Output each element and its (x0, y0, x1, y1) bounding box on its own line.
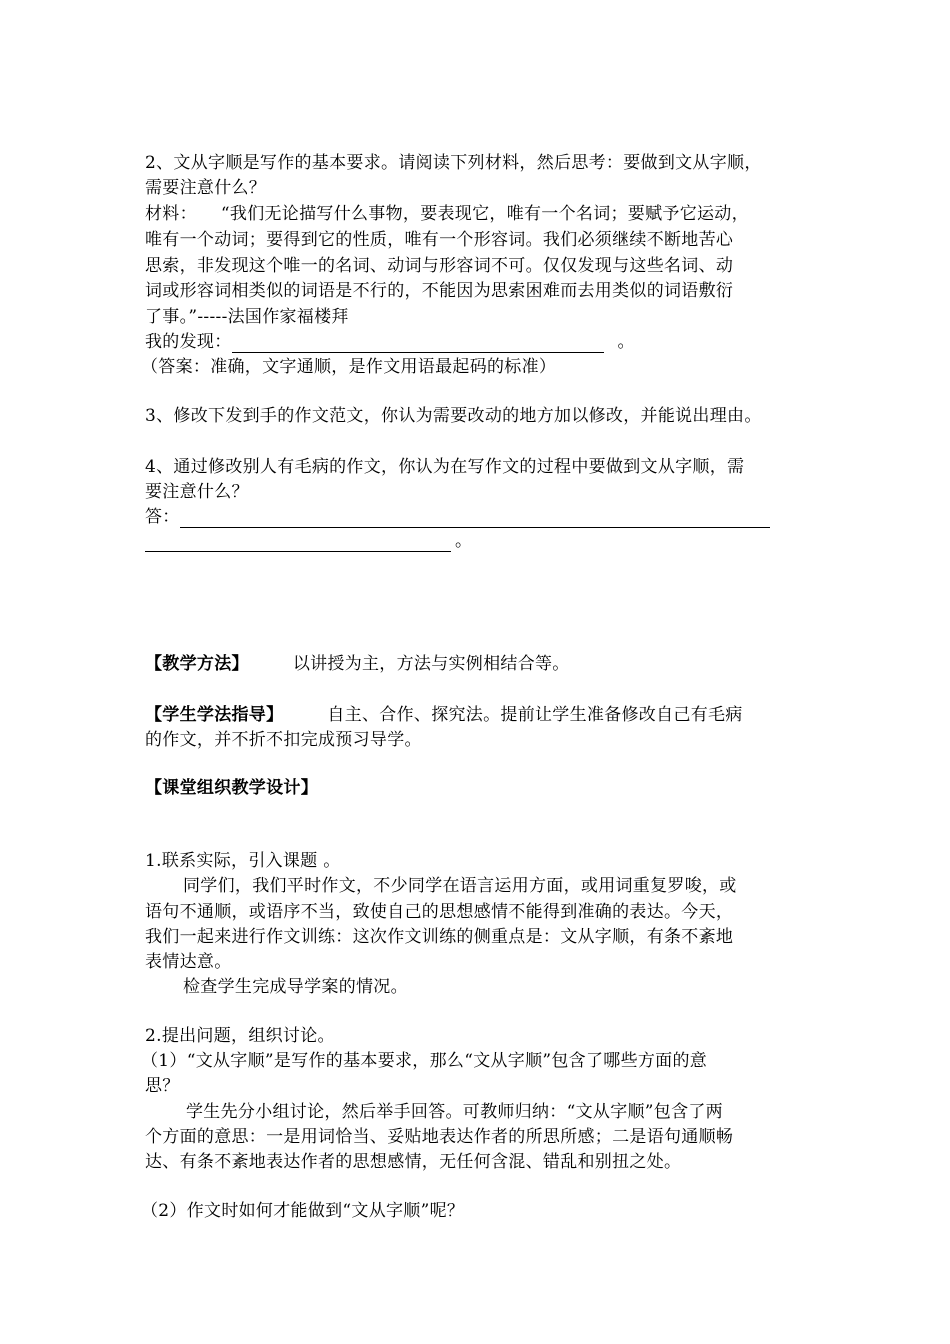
method-text: 以讲授为主，方法与实例相结合等。 (292, 654, 570, 674)
step1-text: 表情达意。 (145, 952, 232, 972)
step2-answer: 个方面的意思：一是用词恰当、妥贴地表达作者的所思所感；二是语句通顺畅 (145, 1127, 734, 1147)
design-heading: 【课堂组织教学设计】 (145, 778, 318, 798)
q3-line: 3、修改下发到手的作文范文，你认为需要改动的地方加以修改，并能说出理由。 (145, 406, 762, 426)
method-heading: 【教学方法】 (145, 654, 249, 674)
answer-label: 答： (145, 507, 180, 527)
finding-line (145, 331, 635, 353)
material-line: 了事。”-----法国作家福楼拜 (145, 307, 349, 327)
study-heading: 【学生学法指导】 (145, 705, 284, 725)
q2-line: 需要注意什么？ (145, 178, 267, 198)
q4-line: 要注意什么？ (145, 482, 249, 502)
q4-line: 4、通过修改别人有毛病的作文，你认为在写作文的过程中要做到文从字顺，需 (145, 457, 745, 477)
q4-answer-line (145, 506, 770, 528)
answer-end: 。 (455, 531, 473, 551)
q4-answer-line (145, 530, 472, 552)
step2-question: （2）作文时如何才能做到“文从字顺”呢？ (141, 1201, 465, 1221)
step2-title: 2.提出问题，组织讨论。 (145, 1026, 335, 1046)
q2-answer: （答案：准确，文字通顺，是作文用语最起码的标准） (141, 357, 557, 377)
method-line (145, 653, 570, 675)
study-text: 自主、合作、探究法。提前让学生准备修改自己有毛病 (327, 705, 743, 725)
step2-answer: 达、有条不紊地表达作者的思想感情，无任何含混、错乱和别扭之处。 (145, 1152, 682, 1172)
material-text: “我们无论描写什么事物，要表现它，唯有一个名词；要赋予它运动， (220, 204, 749, 224)
step1-text: 同学们，我们平时作文，不少同学在语言运用方面，或用词重复罗唆，或 (183, 876, 737, 896)
q2-line: 2、文从字顺是写作的基本要求。请阅读下列材料，然后思考：要做到文从字顺， (145, 153, 762, 173)
step1-title: 1.联系实际，引入课题 。 (145, 851, 341, 871)
step1-text: 检查学生完成导学案的情况。 (183, 977, 408, 997)
material-line: 唯有一个动词；要得到它的性质，唯有一个形容词。我们必须继续不断地苦心 (145, 230, 734, 250)
step2-answer: 学生先分小组讨论，然后举手回答。可教师归纳：“文从字顺”包含了两 (186, 1102, 723, 1122)
step1-text: 我们一起来进行作文训练：这次作文训练的侧重点是：文从字顺，有条不紊地 (145, 927, 734, 947)
answer-blank[interactable] (145, 533, 451, 552)
study-line (145, 704, 743, 726)
step2-question: 思？ (145, 1076, 180, 1096)
step1-text: 语句不通顺，或语序不当，致使自己的思想感情不能得到准确的表达。今天， (145, 902, 734, 922)
material-line: 思索，非发现这个唯一的名词、动词与形容词不可。仅仅发现与这些名词、动 (145, 256, 734, 276)
finding-blank[interactable] (232, 334, 604, 353)
finding-end: 。 (617, 332, 635, 352)
material-line (145, 203, 749, 225)
answer-blank[interactable] (180, 509, 770, 528)
study-line: 的作文，并不折不扣完成预习导学。 (145, 730, 422, 750)
step2-question: （1）“文从字顺”是写作的基本要求，那么“文从字顺”包含了哪些方面的意 (141, 1051, 708, 1071)
material-line: 词或形容词相类似的词语是不行的，不能因为思索困难而去用类似的词语敷衍 (145, 281, 734, 301)
material-label: 材料： (145, 204, 197, 224)
finding-label: 我的发现： (145, 332, 232, 352)
